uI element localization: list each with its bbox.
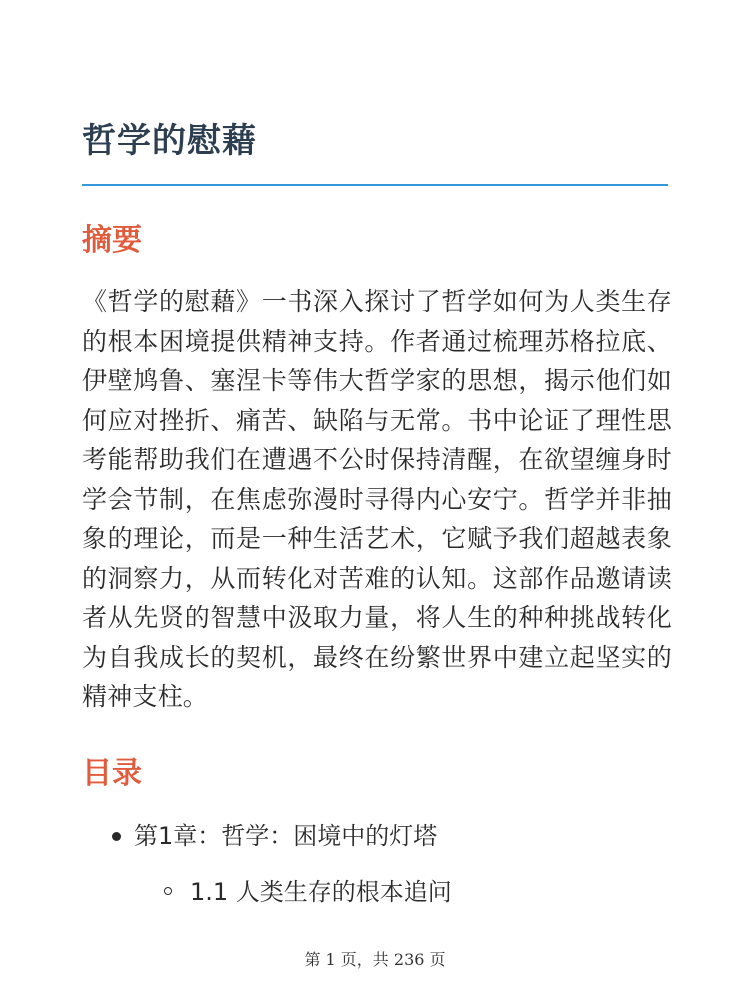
page-number-footer: 第 1 页，共 236 页 [304,950,446,969]
toc-list [82,814,672,914]
bullet-circle-icon [164,887,172,895]
toc-chapter-1[interactable] [82,814,672,858]
bullet-disc-icon [112,832,121,841]
title-divider [82,184,668,186]
abstract-heading: 摘要 [82,223,142,258]
abstract-body: 《哲学的慰藉》一书深入探讨了哲学如何为人类生存的根本困境提供精神支持。作者通过梳理苏格拉底、伊壁鸠鲁、塞涅卡等伟大哲学家的思想，揭示他们如何应对挫折、痛苦、缺陷与无常。书中论证了理性思考能帮助我们在遭遇不公时保持清醒，在欲望缠身时学会节制，在焦虑弥漫时寻得内心安宁。哲学并非抽象的理论，而是一种生活艺术，它赋予我们超越表象的洞察力，从而转化对苦难的认知。这部作品邀请读者从先贤的智慧中汲取力量，将人生的种种挑战转化为自我成长的契机，最终在纷繁世界中建立起坚实的精神支柱。 [82,287,672,711]
toc-section-1-1[interactable] [82,870,672,914]
toc-chapter-label: 第1章：哲学：困境中的灯塔 [134,822,438,850]
document-title: 哲学的慰藉 [82,121,257,161]
toc-heading: 目录 [82,756,142,791]
toc-section-label: 1.1 人类生存的根本追问 [190,878,452,906]
